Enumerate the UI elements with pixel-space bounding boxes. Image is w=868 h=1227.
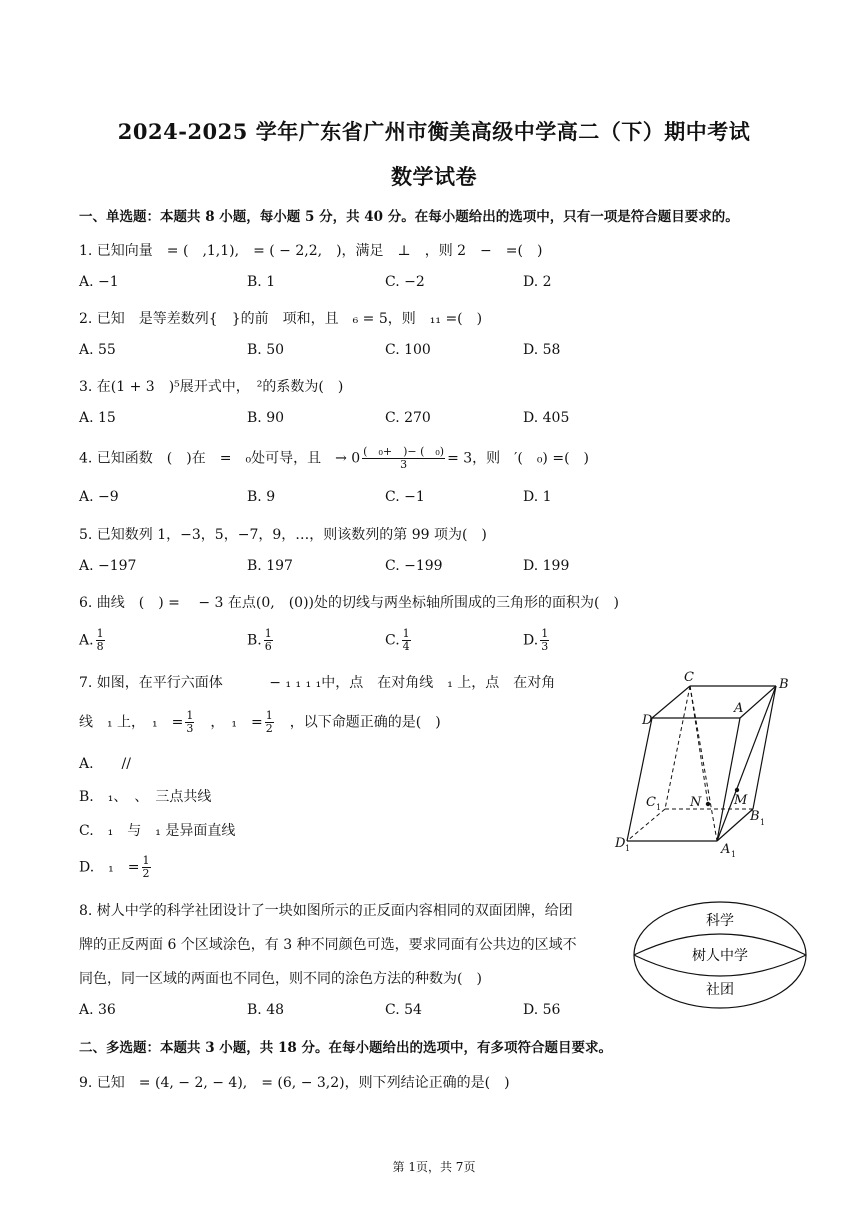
diagonal-a1b bbox=[717, 686, 776, 841]
q4-option-a: A. −9 bbox=[79, 489, 119, 505]
q6-option-d-num: 1 bbox=[541, 627, 549, 640]
q1-option-d: D. 2 bbox=[523, 274, 552, 290]
q5-option-d: D. 199 bbox=[523, 558, 570, 574]
q3-option-c: C. 270 bbox=[385, 410, 431, 426]
parallelepiped-figure bbox=[610, 668, 800, 860]
q2-option-b: B. 50 bbox=[247, 342, 285, 358]
q6-option-a-fraction bbox=[96, 628, 105, 653]
question-4 bbox=[79, 446, 589, 471]
q5-option-c: C. −199 bbox=[385, 558, 443, 574]
q7-fraction-2-num: 1 bbox=[265, 709, 273, 722]
q5-option-b: B. 197 bbox=[247, 558, 293, 574]
exam-title: 2024-2025 学年广东省广州市衡美高级中学高二（下）期中考试 bbox=[117, 119, 751, 144]
section-heading-multi-choice: 二、多选题：本题共 3 小题，共 18 分。在每小题给出的选项中，有多项符合题目要求。 bbox=[79, 1040, 612, 1056]
q6-option-c-label: C. bbox=[385, 632, 400, 649]
question-5: 5. 已知数列 1，−3，5，−7，9，…，则该数列的第 99 项为( ) bbox=[79, 527, 487, 543]
label-c1: C bbox=[646, 795, 656, 810]
q7-fraction-1-num: 1 bbox=[186, 709, 194, 722]
label-a1-sub: 1 bbox=[731, 850, 737, 859]
label-b1: B bbox=[750, 809, 760, 824]
q3-option-a: A. 15 bbox=[79, 410, 116, 426]
q6-option-a-num: 1 bbox=[96, 627, 104, 640]
q7-line2-part-a: 线 ₁ 上， ₁ = bbox=[79, 714, 184, 731]
q4-text-end: = 3，则 ′( ₀) =( ) bbox=[447, 450, 590, 467]
q8-option-c: C. 54 bbox=[385, 1002, 422, 1018]
q6-option-c-fraction bbox=[402, 628, 411, 653]
label-c1-sub: 1 bbox=[656, 803, 662, 812]
section-heading-single-choice: 一、单选题：本题共 8 小题，每小题 5 分，共 40 分。在每小题给出的选项中，只有一项是符合题目要求的。 bbox=[79, 209, 739, 225]
q1-option-b: B. 1 bbox=[247, 274, 276, 290]
q7-option-a: A. // bbox=[79, 756, 131, 772]
q6-option-a-den: 8 bbox=[96, 640, 104, 653]
badge-region-top: 科学 bbox=[706, 913, 734, 929]
label-c: C bbox=[684, 670, 694, 685]
q6-option-c-den: 4 bbox=[402, 640, 410, 653]
q6-option-a bbox=[79, 628, 107, 653]
question-9: 9. 已知 = (4, − 2, − 4), = (6, − 3,2)，则下列结论正确的是( ) bbox=[79, 1075, 510, 1091]
q6-option-b-fraction bbox=[264, 628, 273, 653]
label-b: B bbox=[779, 677, 789, 692]
q6-option-b-label: B. bbox=[247, 632, 262, 649]
question-7-line-2 bbox=[79, 710, 441, 735]
q7-fraction-2-den: 2 bbox=[265, 722, 273, 735]
q6-option-d bbox=[523, 628, 551, 653]
badge-figure bbox=[630, 898, 810, 1012]
question-7-line-1: 7. 如图，在平行六面体 − ₁ ₁ ₁ ₁中，点 在对角线 ₁ 上，点 在对角 bbox=[79, 675, 556, 691]
q7-line2-part-c: ，以下命题正确的是( ) bbox=[275, 714, 441, 731]
q7-line2-part-b: ， ₁ = bbox=[196, 714, 263, 731]
q7-option-c: C. ₁ 与 ₁ 是异面直线 bbox=[79, 823, 236, 839]
q7-option-b: B. ₁、 、 三点共线 bbox=[79, 789, 212, 805]
q6-option-a-label: A. bbox=[79, 632, 94, 649]
label-d1: D bbox=[615, 836, 626, 851]
q2-option-d: D. 58 bbox=[523, 342, 561, 358]
q7-fraction-1-den: 3 bbox=[186, 722, 194, 735]
exam-subtitle: 数学试卷 bbox=[391, 164, 477, 189]
q8-option-d: D. 56 bbox=[523, 1002, 561, 1018]
label-a: A bbox=[734, 701, 744, 716]
label-b1-sub: 1 bbox=[760, 818, 766, 827]
label-n: N bbox=[690, 795, 702, 810]
page-footer: 第 1页，共 7页 bbox=[392, 1160, 476, 1174]
question-6: 6. 曲线 ( ) = − 3 在点(0, (0))处的切线与两坐标轴所围成的三角形的面积为( ) bbox=[79, 595, 619, 611]
q1-option-c: C. −2 bbox=[385, 274, 425, 290]
q6-option-d-label: D. bbox=[523, 632, 539, 649]
q6-option-c-num: 1 bbox=[402, 627, 410, 640]
label-d1-sub: 1 bbox=[625, 844, 631, 853]
q5-option-a: A. −197 bbox=[79, 558, 137, 574]
q1-option-a: A. −1 bbox=[79, 274, 119, 290]
point-m bbox=[735, 788, 739, 792]
q7-option-d-fraction bbox=[142, 855, 151, 880]
q6-option-b-num: 1 bbox=[264, 627, 272, 640]
hidden-line-cn bbox=[690, 686, 708, 804]
q4-limit-fraction bbox=[362, 446, 445, 471]
badge-region-bottom: 社团 bbox=[706, 982, 734, 998]
question-1: 1. 已知向量 = ( ,1,1), = ( − 2,2, )，满足 ⊥ ，则 2 − =( ) bbox=[79, 243, 543, 259]
q4-option-b: B. 9 bbox=[247, 489, 276, 505]
q7-option-d-den: 2 bbox=[142, 867, 150, 880]
question-2: 2. 已知 是等差数列{ }的前 项和，且 ₆ = 5，则 ₁₁ =( ) bbox=[79, 311, 483, 327]
q4-fraction-numerator: ( ₀+ )− ( ₀) bbox=[363, 445, 445, 458]
edge-aa1 bbox=[717, 718, 740, 841]
point-n bbox=[706, 802, 710, 806]
question-8-line-3: 同色，同一区域的两面也不同色，则不同的涂色方法的种数为( ) bbox=[79, 971, 482, 987]
q4-option-d: D. 1 bbox=[523, 489, 552, 505]
q8-option-a: A. 36 bbox=[79, 1002, 116, 1018]
edge-cd bbox=[652, 686, 690, 718]
badge-region-middle: 树人中学 bbox=[692, 948, 748, 964]
question-3: 3. 在(1 + 3 )⁵展开式中， ²的系数为( ) bbox=[79, 379, 344, 395]
q6-option-d-fraction bbox=[540, 628, 549, 653]
label-d: D bbox=[642, 713, 653, 728]
q3-option-b: B. 90 bbox=[247, 410, 285, 426]
q7-option-d bbox=[79, 855, 153, 880]
question-8-line-2: 牌的正反两面 6 个区域涂色，有 3 种不同颜色可选，要求同面有公共边的区域不 bbox=[79, 937, 577, 953]
label-a1: A bbox=[721, 842, 731, 857]
q7-fraction-2 bbox=[265, 710, 274, 735]
q8-option-b: B. 48 bbox=[247, 1002, 285, 1018]
q6-option-b-den: 6 bbox=[264, 640, 272, 653]
q6-option-b bbox=[247, 628, 275, 653]
q7-option-d-text: D. ₁ = bbox=[79, 859, 140, 876]
q7-option-d-num: 1 bbox=[142, 854, 150, 867]
q4-text-start: 4. 已知函数 ( )在 = ₀处可导，且 → 0 bbox=[79, 450, 361, 467]
q6-option-d-den: 3 bbox=[541, 640, 549, 653]
label-m: M bbox=[734, 793, 748, 808]
q6-option-c bbox=[385, 628, 413, 653]
q7-fraction-1 bbox=[185, 710, 194, 735]
q2-option-a: A. 55 bbox=[79, 342, 116, 358]
edge-bb1 bbox=[753, 686, 776, 809]
q4-fraction-denominator: 3 bbox=[400, 458, 408, 471]
q4-option-c: C. −1 bbox=[385, 489, 425, 505]
q3-option-d: D. 405 bbox=[523, 410, 570, 426]
q2-option-c: C. 100 bbox=[385, 342, 431, 358]
question-8-line-1: 8. 树人中学的科学社团设计了一块如图所示的正反面内容相同的双面团牌，给团 bbox=[79, 903, 573, 919]
